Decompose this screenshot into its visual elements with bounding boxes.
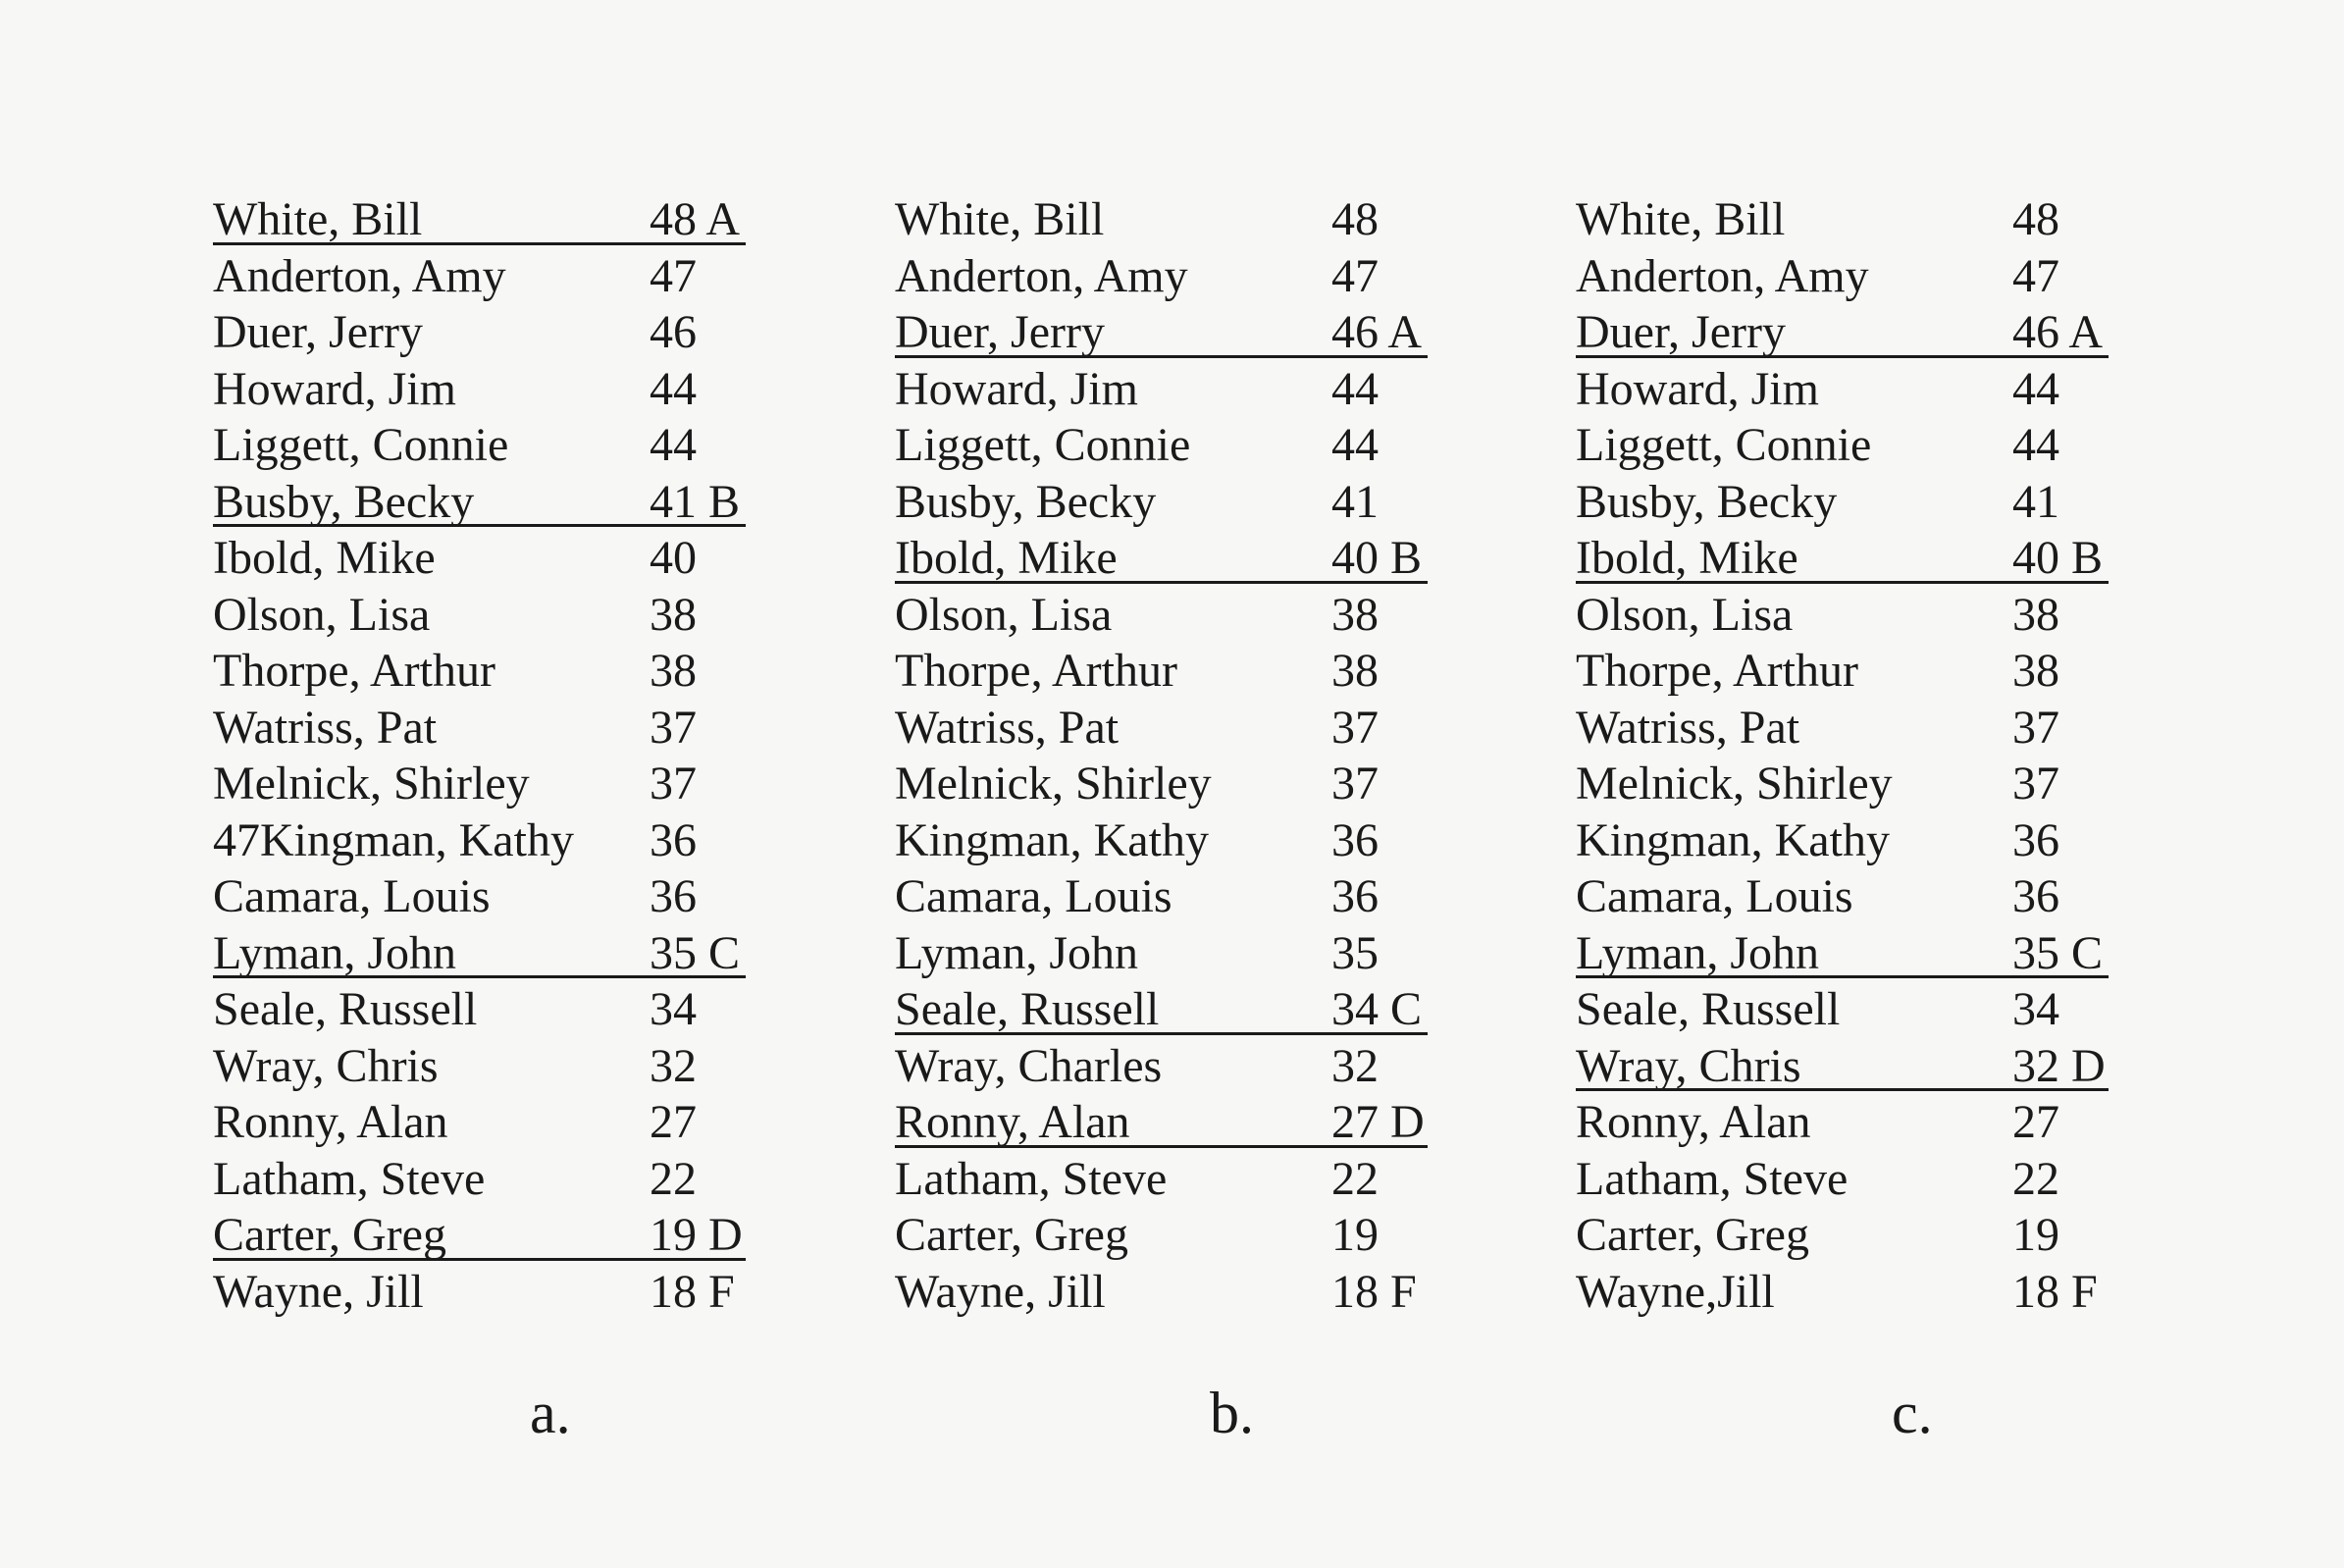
student-score: 38 — [1331, 645, 1379, 697]
caption-b: b. — [1210, 1381, 1254, 1445]
student-name: Busby, Becky — [213, 475, 475, 528]
student-name: Duer, Jerry — [895, 306, 1105, 358]
student-score: 38 — [650, 645, 697, 697]
grade-cutoff-row — [1576, 304, 2125, 361]
student-name: Olson, Lisa — [895, 588, 1113, 641]
student-score: 37 — [650, 758, 697, 810]
student-name: White, Bill — [1576, 193, 1786, 245]
student-row — [1576, 643, 2125, 700]
student-name: Thorpe, Arthur — [1576, 645, 1858, 697]
student-score: 36 — [2012, 870, 2059, 922]
student-score: 34 — [2012, 983, 2059, 1035]
student-score: 37 — [650, 701, 697, 754]
student-score: 38 — [1331, 588, 1379, 641]
student-row — [895, 191, 1444, 248]
student-name: Ronny, Alan — [213, 1096, 448, 1148]
student-name: White, Bill — [213, 193, 423, 245]
student-row — [1576, 756, 2125, 812]
student-score: 19 — [2012, 1209, 2059, 1261]
student-name: Lyman, John — [1576, 926, 1819, 979]
grade-cutoff-row — [895, 530, 1444, 587]
grade-list-c — [1576, 191, 2125, 1320]
grade-cutoff-row — [895, 1094, 1444, 1151]
student-row — [895, 1264, 1444, 1321]
grade-cutoff-row — [213, 925, 762, 982]
student-name: Duer, Jerry — [1576, 306, 1786, 358]
student-row — [213, 643, 762, 700]
student-row — [895, 643, 1444, 700]
student-score: 47 — [650, 249, 697, 302]
student-score: 36 — [650, 813, 697, 866]
student-row — [895, 1151, 1444, 1208]
student-score: 44 — [1331, 362, 1379, 415]
student-name: Wray, Charles — [895, 1039, 1163, 1092]
student-name: Wray, Chris — [1576, 1039, 1801, 1092]
student-name: Watriss, Pat — [1576, 701, 1800, 754]
student-score: 32 — [650, 1039, 697, 1092]
student-score: 18 F — [650, 1265, 735, 1318]
student-score: 48 — [2012, 193, 2059, 245]
student-row — [895, 417, 1444, 474]
student-score: 22 — [1331, 1152, 1379, 1205]
student-name: Latham, Steve — [213, 1152, 486, 1205]
student-score: 44 — [1331, 419, 1379, 471]
grade-cutoff-row — [213, 474, 762, 531]
student-row — [1576, 248, 2125, 305]
student-score: 32 D — [2012, 1039, 2106, 1092]
student-row — [1576, 1094, 2125, 1151]
student-score: 40 B — [1331, 532, 1423, 584]
grade-cutoff-row — [895, 981, 1444, 1038]
student-row — [895, 1038, 1444, 1095]
student-row — [895, 925, 1444, 982]
grade-cutoff-row — [213, 1207, 762, 1264]
student-score: 47 — [2012, 249, 2059, 302]
student-name: Latham, Steve — [895, 1152, 1168, 1205]
student-row — [213, 530, 762, 587]
student-row — [895, 868, 1444, 925]
student-score: 37 — [2012, 701, 2059, 754]
student-row — [213, 417, 762, 474]
student-name: Melnick, Shirley — [213, 758, 530, 810]
student-score: 36 — [2012, 813, 2059, 866]
student-name: Melnick, Shirley — [895, 758, 1212, 810]
student-name: Seale, Russell — [895, 983, 1160, 1035]
student-name: Watriss, Pat — [895, 701, 1120, 754]
student-name: Anderton, Amy — [1576, 249, 1869, 302]
student-name: Carter, Greg — [213, 1209, 446, 1261]
student-score: 44 — [2012, 419, 2059, 471]
student-row — [1576, 587, 2125, 644]
student-row — [895, 756, 1444, 812]
student-name: Duer, Jerry — [213, 306, 423, 358]
student-name: Thorpe, Arthur — [895, 645, 1177, 697]
student-name: Howard, Jim — [213, 362, 456, 415]
student-row — [895, 361, 1444, 418]
grade-cutoff-row — [1576, 925, 2125, 982]
student-score: 48 A — [650, 193, 741, 245]
student-name: Camara, Louis — [1576, 870, 1853, 922]
student-score: 46 A — [2012, 306, 2104, 358]
student-name: Anderton, Amy — [213, 249, 506, 302]
student-row — [213, 756, 762, 812]
student-row — [895, 700, 1444, 757]
student-name: Thorpe, Arthur — [213, 645, 495, 697]
student-row — [213, 812, 762, 869]
grade-list-b — [895, 191, 1444, 1320]
student-row — [213, 1151, 762, 1208]
student-score: 37 — [2012, 758, 2059, 810]
student-name: Kingman, Kathy — [895, 813, 1209, 866]
student-score: 44 — [650, 419, 697, 471]
student-row — [1576, 1151, 2125, 1208]
student-name: 47Kingman, Kathy — [213, 813, 574, 866]
student-row — [1576, 700, 2125, 757]
student-name: Wray, Chris — [213, 1039, 439, 1092]
student-score: 34 C — [1331, 983, 1423, 1035]
student-name: Liggett, Connie — [1576, 419, 1872, 471]
student-row — [895, 587, 1444, 644]
student-score: 44 — [2012, 362, 2059, 415]
student-row — [213, 1264, 762, 1321]
student-score: 22 — [650, 1152, 697, 1205]
student-name: Wayne, Jill — [213, 1265, 424, 1318]
student-name: Ronny, Alan — [895, 1096, 1130, 1148]
student-row — [1576, 191, 2125, 248]
student-row — [213, 981, 762, 1038]
student-score: 36 — [650, 870, 697, 922]
student-row — [213, 361, 762, 418]
student-name: Ibold, Mike — [895, 532, 1118, 584]
student-row — [1576, 981, 2125, 1038]
student-name: Latham, Steve — [1576, 1152, 1849, 1205]
student-row — [213, 1094, 762, 1151]
student-row — [1576, 361, 2125, 418]
student-name: Lyman, John — [895, 926, 1138, 979]
student-name: Liggett, Connie — [895, 419, 1191, 471]
student-name: Howard, Jim — [895, 362, 1138, 415]
student-row — [895, 248, 1444, 305]
student-score: 38 — [650, 588, 697, 641]
student-score: 37 — [1331, 758, 1379, 810]
student-name: Olson, Lisa — [213, 588, 431, 641]
student-name: Kingman, Kathy — [1576, 813, 1890, 866]
student-row — [213, 248, 762, 305]
student-score: 47 — [1331, 249, 1379, 302]
student-name: Howard, Jim — [1576, 362, 1819, 415]
student-name: Olson, Lisa — [1576, 588, 1794, 641]
student-score: 32 — [1331, 1039, 1379, 1092]
student-name: Watriss, Pat — [213, 701, 438, 754]
student-row — [895, 474, 1444, 531]
student-score: 34 — [650, 983, 697, 1035]
student-row — [1576, 474, 2125, 531]
student-name: Ronny, Alan — [1576, 1096, 1811, 1148]
student-score: 36 — [1331, 870, 1379, 922]
caption-a: a. — [530, 1381, 571, 1445]
student-name: Camara, Louis — [895, 870, 1172, 922]
student-row — [1576, 1207, 2125, 1264]
student-score: 19 D — [650, 1209, 743, 1261]
student-score: 41 — [2012, 475, 2059, 528]
student-name: Carter, Greg — [1576, 1209, 1809, 1261]
student-name: Lyman, John — [213, 926, 456, 979]
student-score: 35 C — [650, 926, 741, 979]
student-name: Ibold, Mike — [213, 532, 436, 584]
student-row — [1576, 1264, 2125, 1321]
caption-c: c. — [1892, 1381, 1933, 1445]
student-name: Carter, Greg — [895, 1209, 1128, 1261]
student-row — [895, 812, 1444, 869]
grade-cutoff-row — [1576, 1038, 2125, 1095]
student-name: Busby, Becky — [1576, 475, 1838, 528]
student-score: 46 A — [1331, 306, 1423, 358]
grade-cutoff-row — [1576, 530, 2125, 587]
student-name: Wayne,Jill — [1576, 1265, 1775, 1318]
student-score: 19 — [1331, 1209, 1379, 1261]
student-name: Anderton, Amy — [895, 249, 1188, 302]
student-name: Busby, Becky — [895, 475, 1157, 528]
student-row — [213, 304, 762, 361]
student-name: White, Bill — [895, 193, 1105, 245]
student-score: 27 D — [1331, 1096, 1425, 1148]
student-row — [1576, 417, 2125, 474]
student-row — [1576, 812, 2125, 869]
grade-list-a — [213, 191, 762, 1320]
student-row — [895, 1207, 1444, 1264]
student-name: Melnick, Shirley — [1576, 758, 1893, 810]
student-score: 27 — [2012, 1096, 2059, 1148]
student-score: 37 — [1331, 701, 1379, 754]
student-row — [213, 587, 762, 644]
student-score: 36 — [1331, 813, 1379, 866]
student-name: Seale, Russell — [213, 983, 478, 1035]
student-name: Wayne, Jill — [895, 1265, 1106, 1318]
student-score: 38 — [2012, 588, 2059, 641]
student-row — [1576, 868, 2125, 925]
student-name: Liggett, Connie — [213, 419, 509, 471]
student-row — [213, 868, 762, 925]
student-row — [213, 1038, 762, 1095]
student-score: 18 F — [1331, 1265, 1417, 1318]
student-score: 46 — [650, 306, 697, 358]
student-score: 41 — [1331, 475, 1379, 528]
grade-cutoff-row — [213, 191, 762, 248]
student-name: Ibold, Mike — [1576, 532, 1798, 584]
student-score: 40 — [650, 532, 697, 584]
student-score: 48 — [1331, 193, 1379, 245]
student-score: 41 B — [650, 475, 741, 528]
student-score: 44 — [650, 362, 697, 415]
student-name: Camara, Louis — [213, 870, 491, 922]
student-score: 18 F — [2012, 1265, 2098, 1318]
student-score: 22 — [2012, 1152, 2059, 1205]
grade-cutoff-row — [895, 304, 1444, 361]
student-score: 35 — [1331, 926, 1379, 979]
student-row — [213, 700, 762, 757]
student-name: Seale, Russell — [1576, 983, 1841, 1035]
student-score: 27 — [650, 1096, 697, 1148]
student-score: 38 — [2012, 645, 2059, 697]
student-score: 35 C — [2012, 926, 2104, 979]
student-score: 40 B — [2012, 532, 2104, 584]
